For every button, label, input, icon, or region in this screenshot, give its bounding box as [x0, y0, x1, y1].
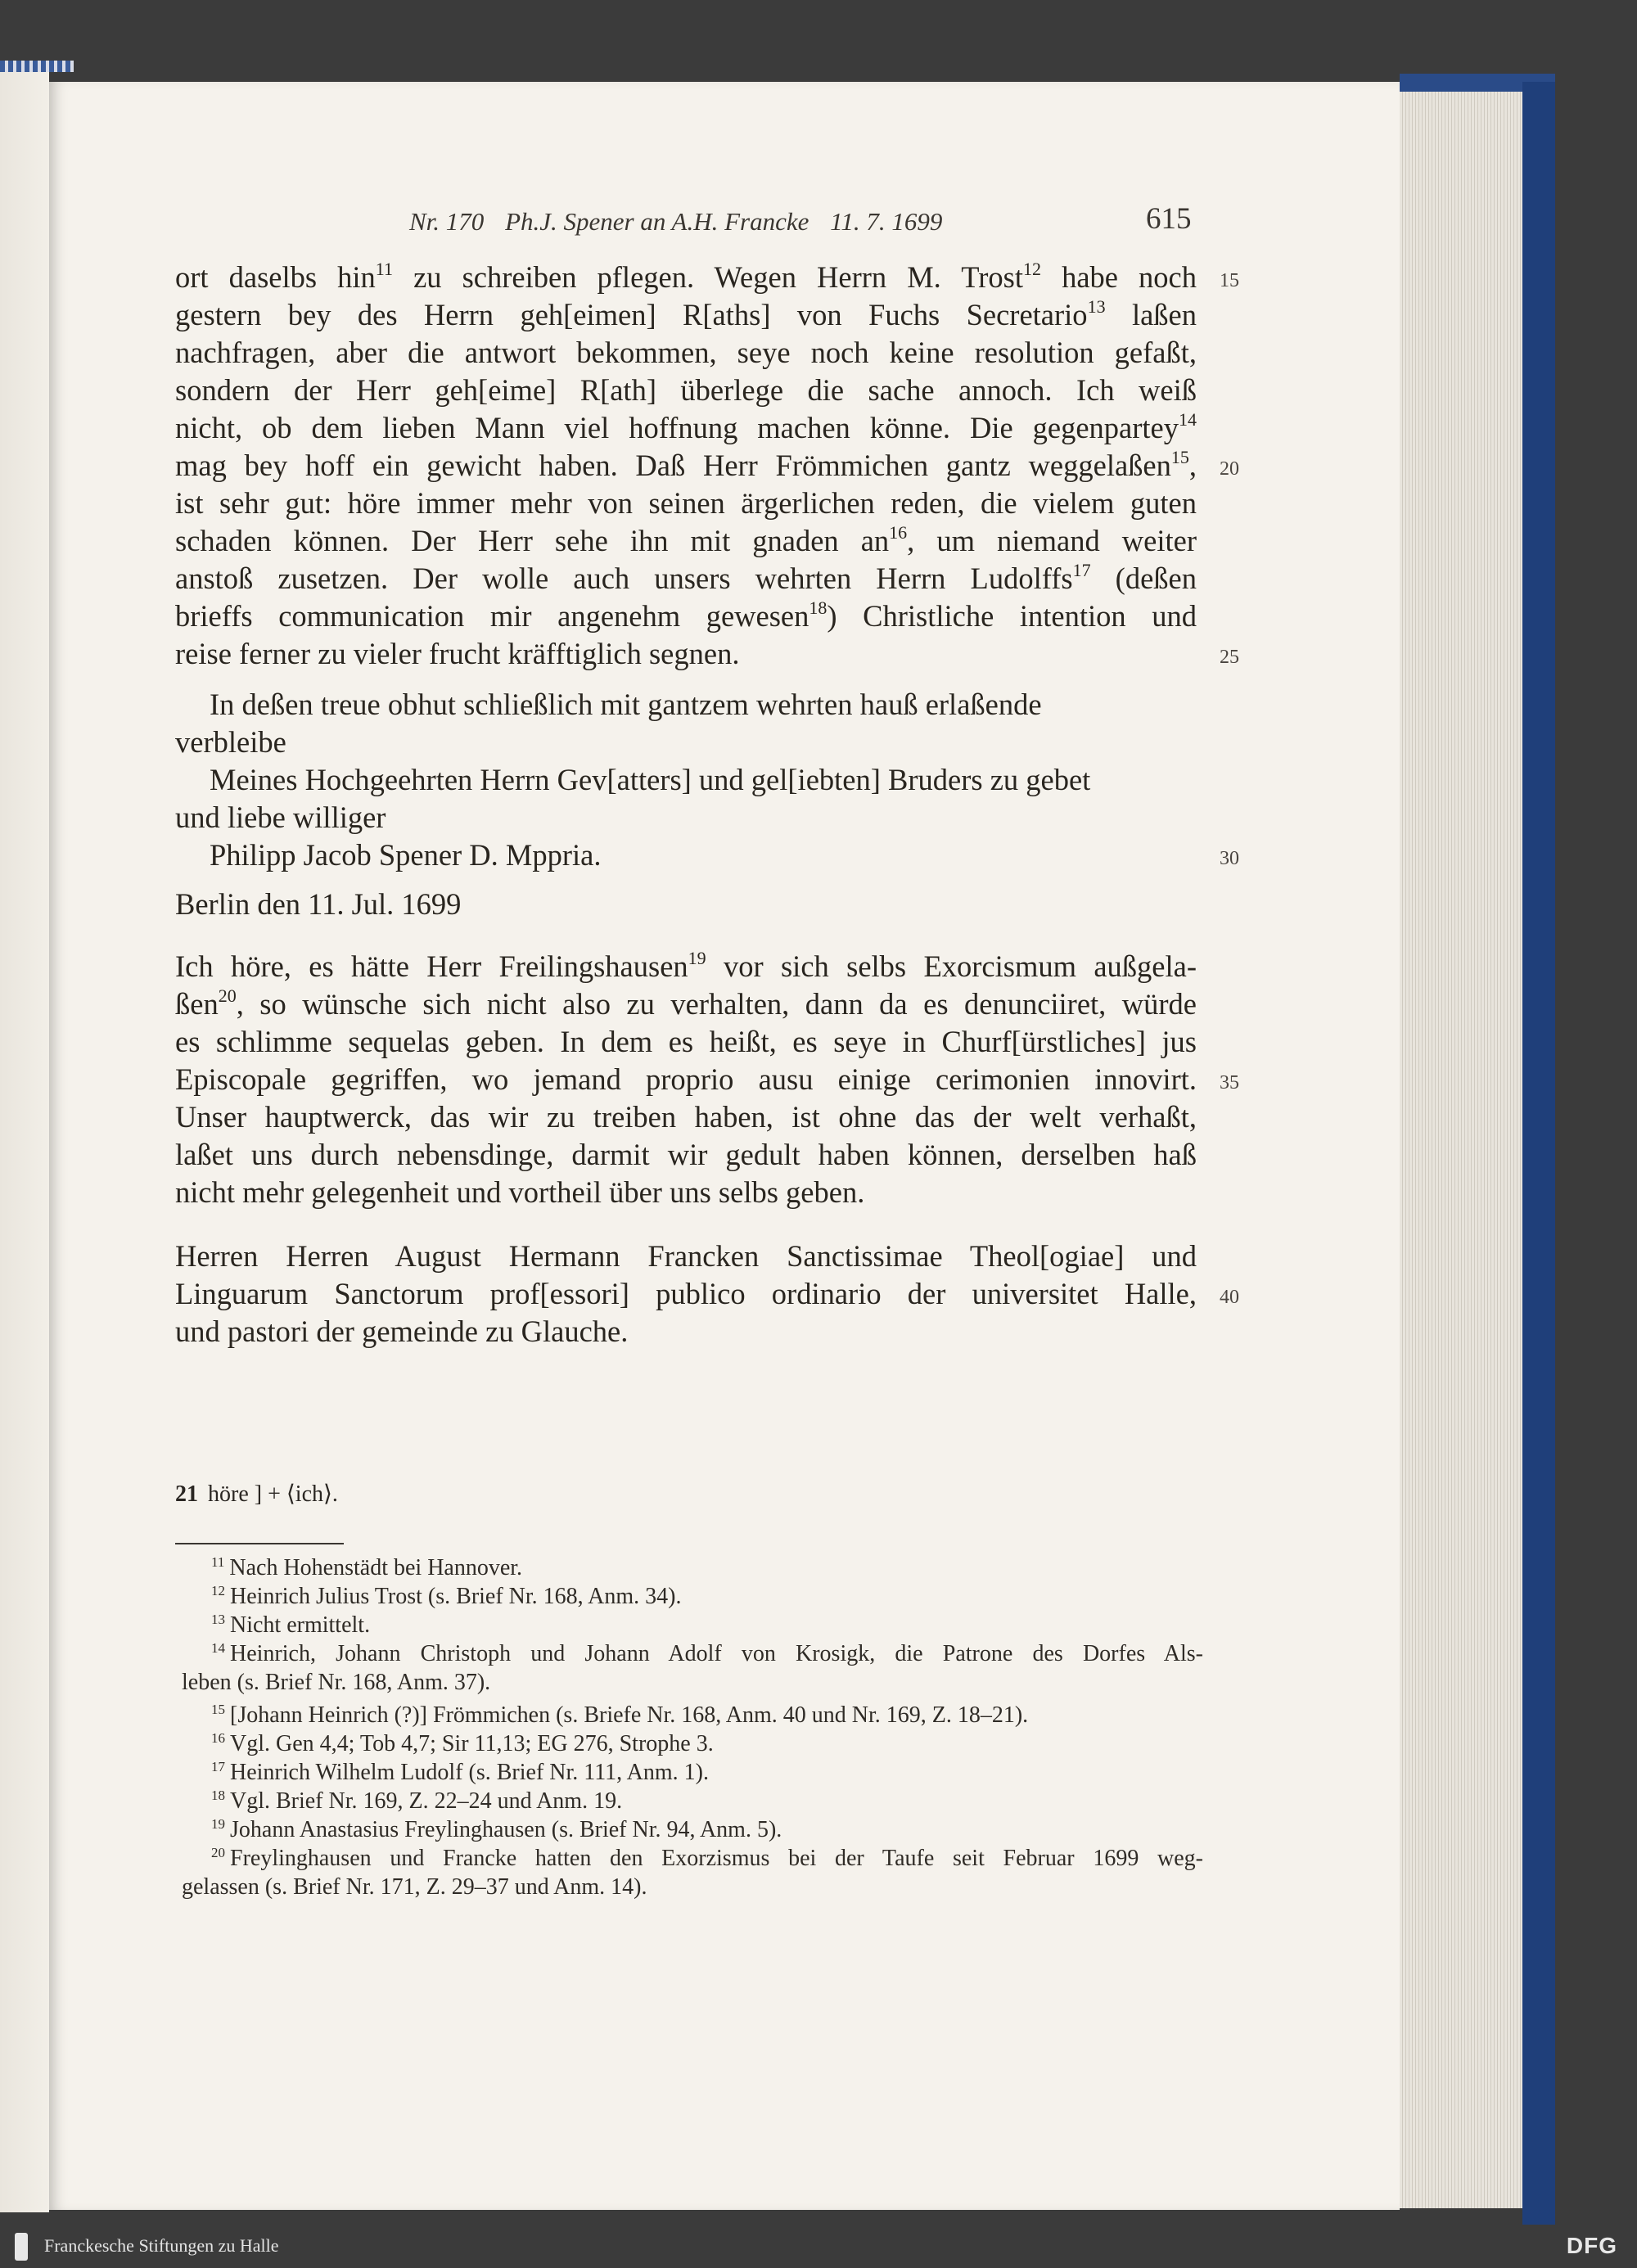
- text-line: anstoß zusetzen. Der wolle auch unsers wehrten Herrn Ludolffs$^{17}$ (deßen: [175, 560, 1197, 595]
- text-line: Meines Hochgeehrten Herrn Gev[atters] und gel[iebten] Bruders zu gebet: [210, 763, 1091, 796]
- text-line: und pastori der gemeinde zu Glauche.: [175, 1314, 629, 1348]
- text-line: und liebe williger: [175, 800, 386, 834]
- text-line: gestern bey des Herrn geh[eimen] R[aths] von Fuchs Secretario$^{13}$ laßen: [175, 296, 1197, 331]
- text-line: verbleibe: [175, 725, 286, 759]
- line-number: 35: [1220, 1072, 1239, 1093]
- book-cover: [1522, 82, 1555, 2226]
- line-number: 20: [1220, 458, 1239, 480]
- text-line: Episcopale gegriffen, wo jemand proprio ausu einige cerimonien innovirt.: [175, 1062, 1197, 1096]
- footnote-line: $^{19}$ Johann Anastasius Freylinghausen (s. Brief Nr. 94, Anm. 5).: [211, 1816, 782, 1842]
- text-line: Ich höre, es hätte Herr Freilingshausen$^{19}$ vor sich selbs Exorcismum außgela-: [175, 948, 1197, 983]
- apparatus-text: höre ] + ⟨ich⟩.: [208, 1481, 338, 1507]
- footer-bar: [0, 2225, 1637, 2268]
- letter-persons: Ph.J. Spener an A.H. Francke: [505, 207, 809, 236]
- footnote-line: $^{18}$ Vgl. Brief Nr. 169, Z. 22–24 und Anm. 19.: [211, 1788, 623, 1814]
- footnote-line: $^{14}$ Heinrich, Johann Christoph und Johann Adolf von Krosigk, die Patrone des Dorfes Als-: [211, 1640, 1203, 1666]
- running-header: [409, 207, 957, 237]
- line-number: 25: [1220, 647, 1239, 668]
- binding-thread: [0, 61, 74, 72]
- page-number: 615: [1146, 202, 1192, 236]
- letter-number: Nr. 170: [409, 207, 485, 236]
- text-line: nicht, ob dem lieben Mann viel hoffnung machen könne. Die gegenpartey$^{14}$: [175, 409, 1197, 444]
- dfg-logo: DFG: [1566, 2233, 1617, 2258]
- line-number: 15: [1220, 270, 1239, 291]
- text-line: ßen$^{20}$, so wünsche sich nicht also zu verhalten, dann da es denunciiret, würde: [175, 985, 1197, 1021]
- text-line: In deßen treue obhut schließlich mit gantzem wehrten hauß erlaßende: [210, 688, 1042, 721]
- text-line: ort daselbs hin$^{11}$ zu schreiben pflegen. Wegen Herrn M. Trost$^{12}$ habe noch: [175, 259, 1197, 294]
- text-line: nachfragen, aber die antwort bekommen, seye noch keine resolution gefaßt,: [175, 336, 1197, 369]
- footnote-line: $^{15}$ [Johann Heinrich (?)] Frömmichen (s. Briefe Nr. 168, Anm. 40 und Nr. 169, Z. 18–21).: [211, 1702, 1029, 1728]
- footnote-line: $^{17}$ Heinrich Wilhelm Ludolf (s. Brief Nr. 111, Anm. 1).: [211, 1759, 709, 1785]
- institution-name: Franckesche Stiftungen zu Halle: [44, 2235, 279, 2256]
- text-line: nicht mehr gelegenheit und vortheil über uns selbs geben.: [175, 1175, 865, 1209]
- text-line: ist sehr gut: höre immer mehr von seinen ärgerlichen reden, die vielem guten: [175, 486, 1197, 520]
- critical-apparatus: [175, 1480, 338, 1508]
- line-number: 30: [1220, 848, 1239, 869]
- line-number: 40: [1220, 1287, 1239, 1308]
- text-line: laßet uns durch nebensdinge, darmit wir gedult haben können, derselben haß: [175, 1138, 1197, 1171]
- letter-date: 11. 7. 1699: [830, 207, 943, 236]
- footnote-line: $^{20}$ Freylinghausen und Francke hatten den Exorzismus bei der Taufe seit Februar 1699 weg-: [211, 1845, 1203, 1871]
- text-line: Unser hauptwerck, das wir zu treiben haben, ist ohne das der welt verhaßt,: [175, 1100, 1197, 1134]
- text-line: Philipp Jacob Spener D. Mppria.: [210, 838, 602, 872]
- text-line: mag bey hoff ein gewicht haben. Daß Herr Frömmichen gantz weggelaßen$^{15}$,: [175, 447, 1197, 482]
- apparatus-line-ref: 21: [175, 1481, 198, 1507]
- footnote-line: leben (s. Brief Nr. 168, Anm. 37).: [182, 1670, 491, 1695]
- footnote-rule: [175, 1543, 344, 1544]
- footnote-line: $^{16}$ Vgl. Gen 4,4; Tob 4,7; Sir 11,13; EG 276, Strophe 3.: [211, 1730, 714, 1756]
- institution-logo-icon: [15, 2233, 28, 2261]
- text-line: reise ferner zu vieler frucht kräfftiglich segnen.: [175, 637, 740, 670]
- text-line: schaden können. Der Herr sehe ihn mit gnaden $an^{16}$, um niemand weiter: [175, 522, 1197, 557]
- text-line: es schlimme sequelas geben. In dem es heißt, es seye in Churf[ürstliches] jus: [175, 1025, 1197, 1058]
- text-line: sondern der Herr geh[eime] R[ath] überlege die sache annoch. Ich weiß: [175, 373, 1197, 407]
- footnote-line: $^{11}$ Nach Hohenstädt bei Hannover.: [211, 1554, 523, 1580]
- text-line: brieffs communication mir angenehm gewesen$^{18}$) Christliche intention und: [175, 597, 1197, 633]
- text-line: Berlin den 11. Jul. 1699: [175, 887, 462, 921]
- page-edges: [1400, 92, 1522, 2208]
- text-line: Herren Herren August Hermann Francken Sanctissimae Theol[ogiae] und: [175, 1239, 1197, 1273]
- footnote-line: $^{13}$ Nicht ermittelt.: [211, 1612, 371, 1638]
- facing-page-edge: [0, 64, 49, 2212]
- footnote-line: $^{12}$ Heinrich Julius Trost (s. Brief Nr. 168, Anm. 34).: [211, 1583, 682, 1609]
- text-line: Linguarum Sanctorum prof[essori] publico ordinario der universitet Halle,: [175, 1277, 1197, 1310]
- footnote-line: gelassen (s. Brief Nr. 171, Z. 29–37 und Anm. 14).: [182, 1874, 647, 1900]
